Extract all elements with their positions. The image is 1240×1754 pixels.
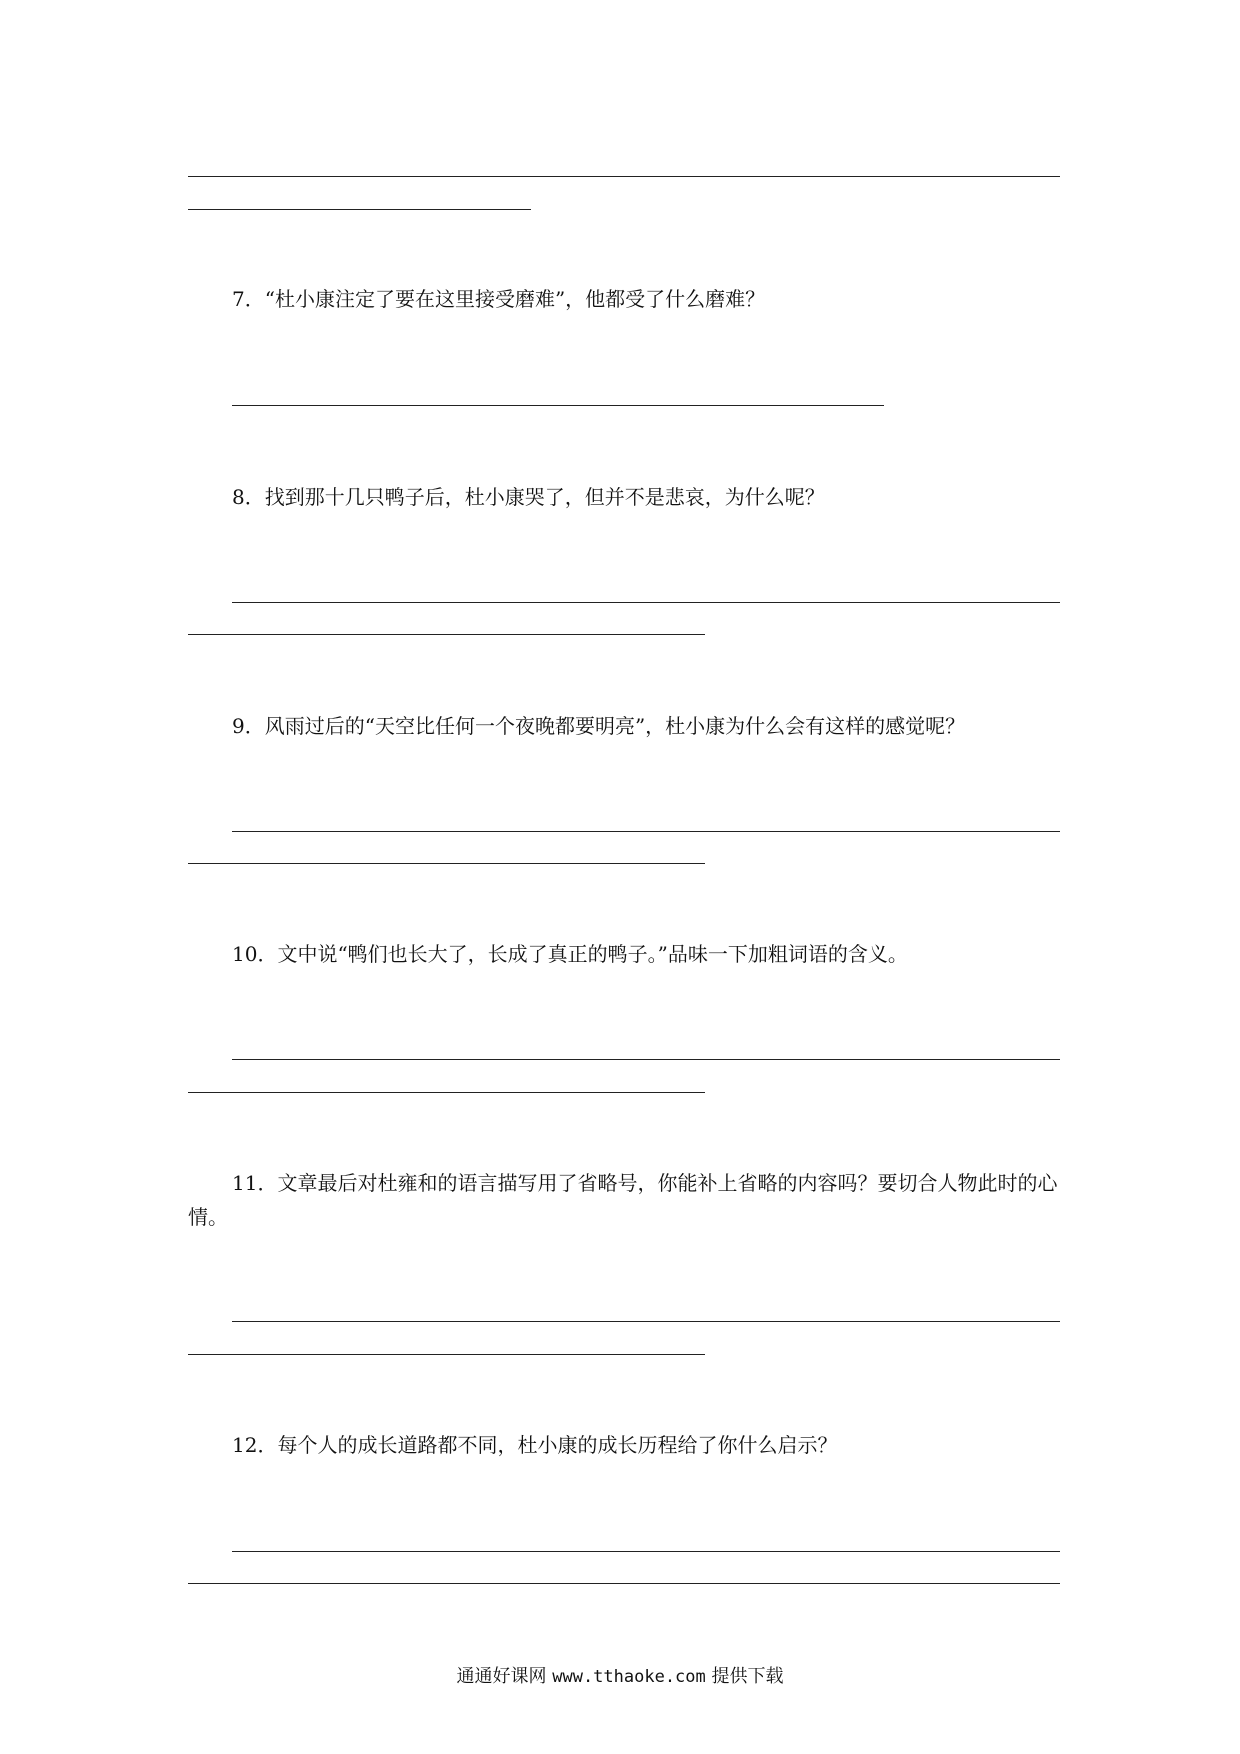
answer-line bbox=[232, 405, 884, 406]
question-9: 9．风雨过后的“天空比任何一个夜晚都要明亮”，杜小康为什么会有这样的感觉呢？ bbox=[232, 714, 966, 738]
question-8: 8．找到那十几只鸭子后，杜小康哭了，但并不是悲哀，为什么呢？ bbox=[232, 485, 825, 509]
answer-line bbox=[188, 1583, 1060, 1584]
footer-suffix: 提供下载 bbox=[711, 1666, 784, 1687]
answer-line bbox=[188, 1354, 705, 1355]
page-footer bbox=[0, 1664, 1240, 1690]
question-11: 11．文章最后对杜雍和的语言描写用了省略号，你能补上省略的内容吗？要切合人物此时的心情。 bbox=[188, 1171, 1058, 1229]
footer-site-name: 通通好课网 bbox=[456, 1666, 547, 1687]
question-10: 10．文中说“鸭们也长大了，长成了真正的鸭子。”品味一下加粗词语的含义。 bbox=[232, 942, 908, 966]
answer-line bbox=[188, 209, 531, 210]
answer-line bbox=[232, 1551, 1060, 1552]
answer-line bbox=[232, 602, 1060, 603]
question-7: 7．“杜小康注定了要在这里接受磨难”，他都受了什么磨难？ bbox=[232, 287, 766, 311]
question-12: 12．每个人的成长道路都不同，杜小康的成长历程给了你什么启示？ bbox=[232, 1433, 838, 1457]
answer-line bbox=[232, 1321, 1060, 1322]
answer-line bbox=[188, 863, 705, 864]
answer-line bbox=[188, 176, 1060, 177]
answer-line bbox=[188, 1092, 705, 1093]
answer-line bbox=[188, 634, 705, 635]
answer-line bbox=[232, 1059, 1060, 1060]
answer-line bbox=[232, 831, 1060, 832]
footer-url[interactable]: www.tthaoke.com bbox=[552, 1667, 706, 1687]
